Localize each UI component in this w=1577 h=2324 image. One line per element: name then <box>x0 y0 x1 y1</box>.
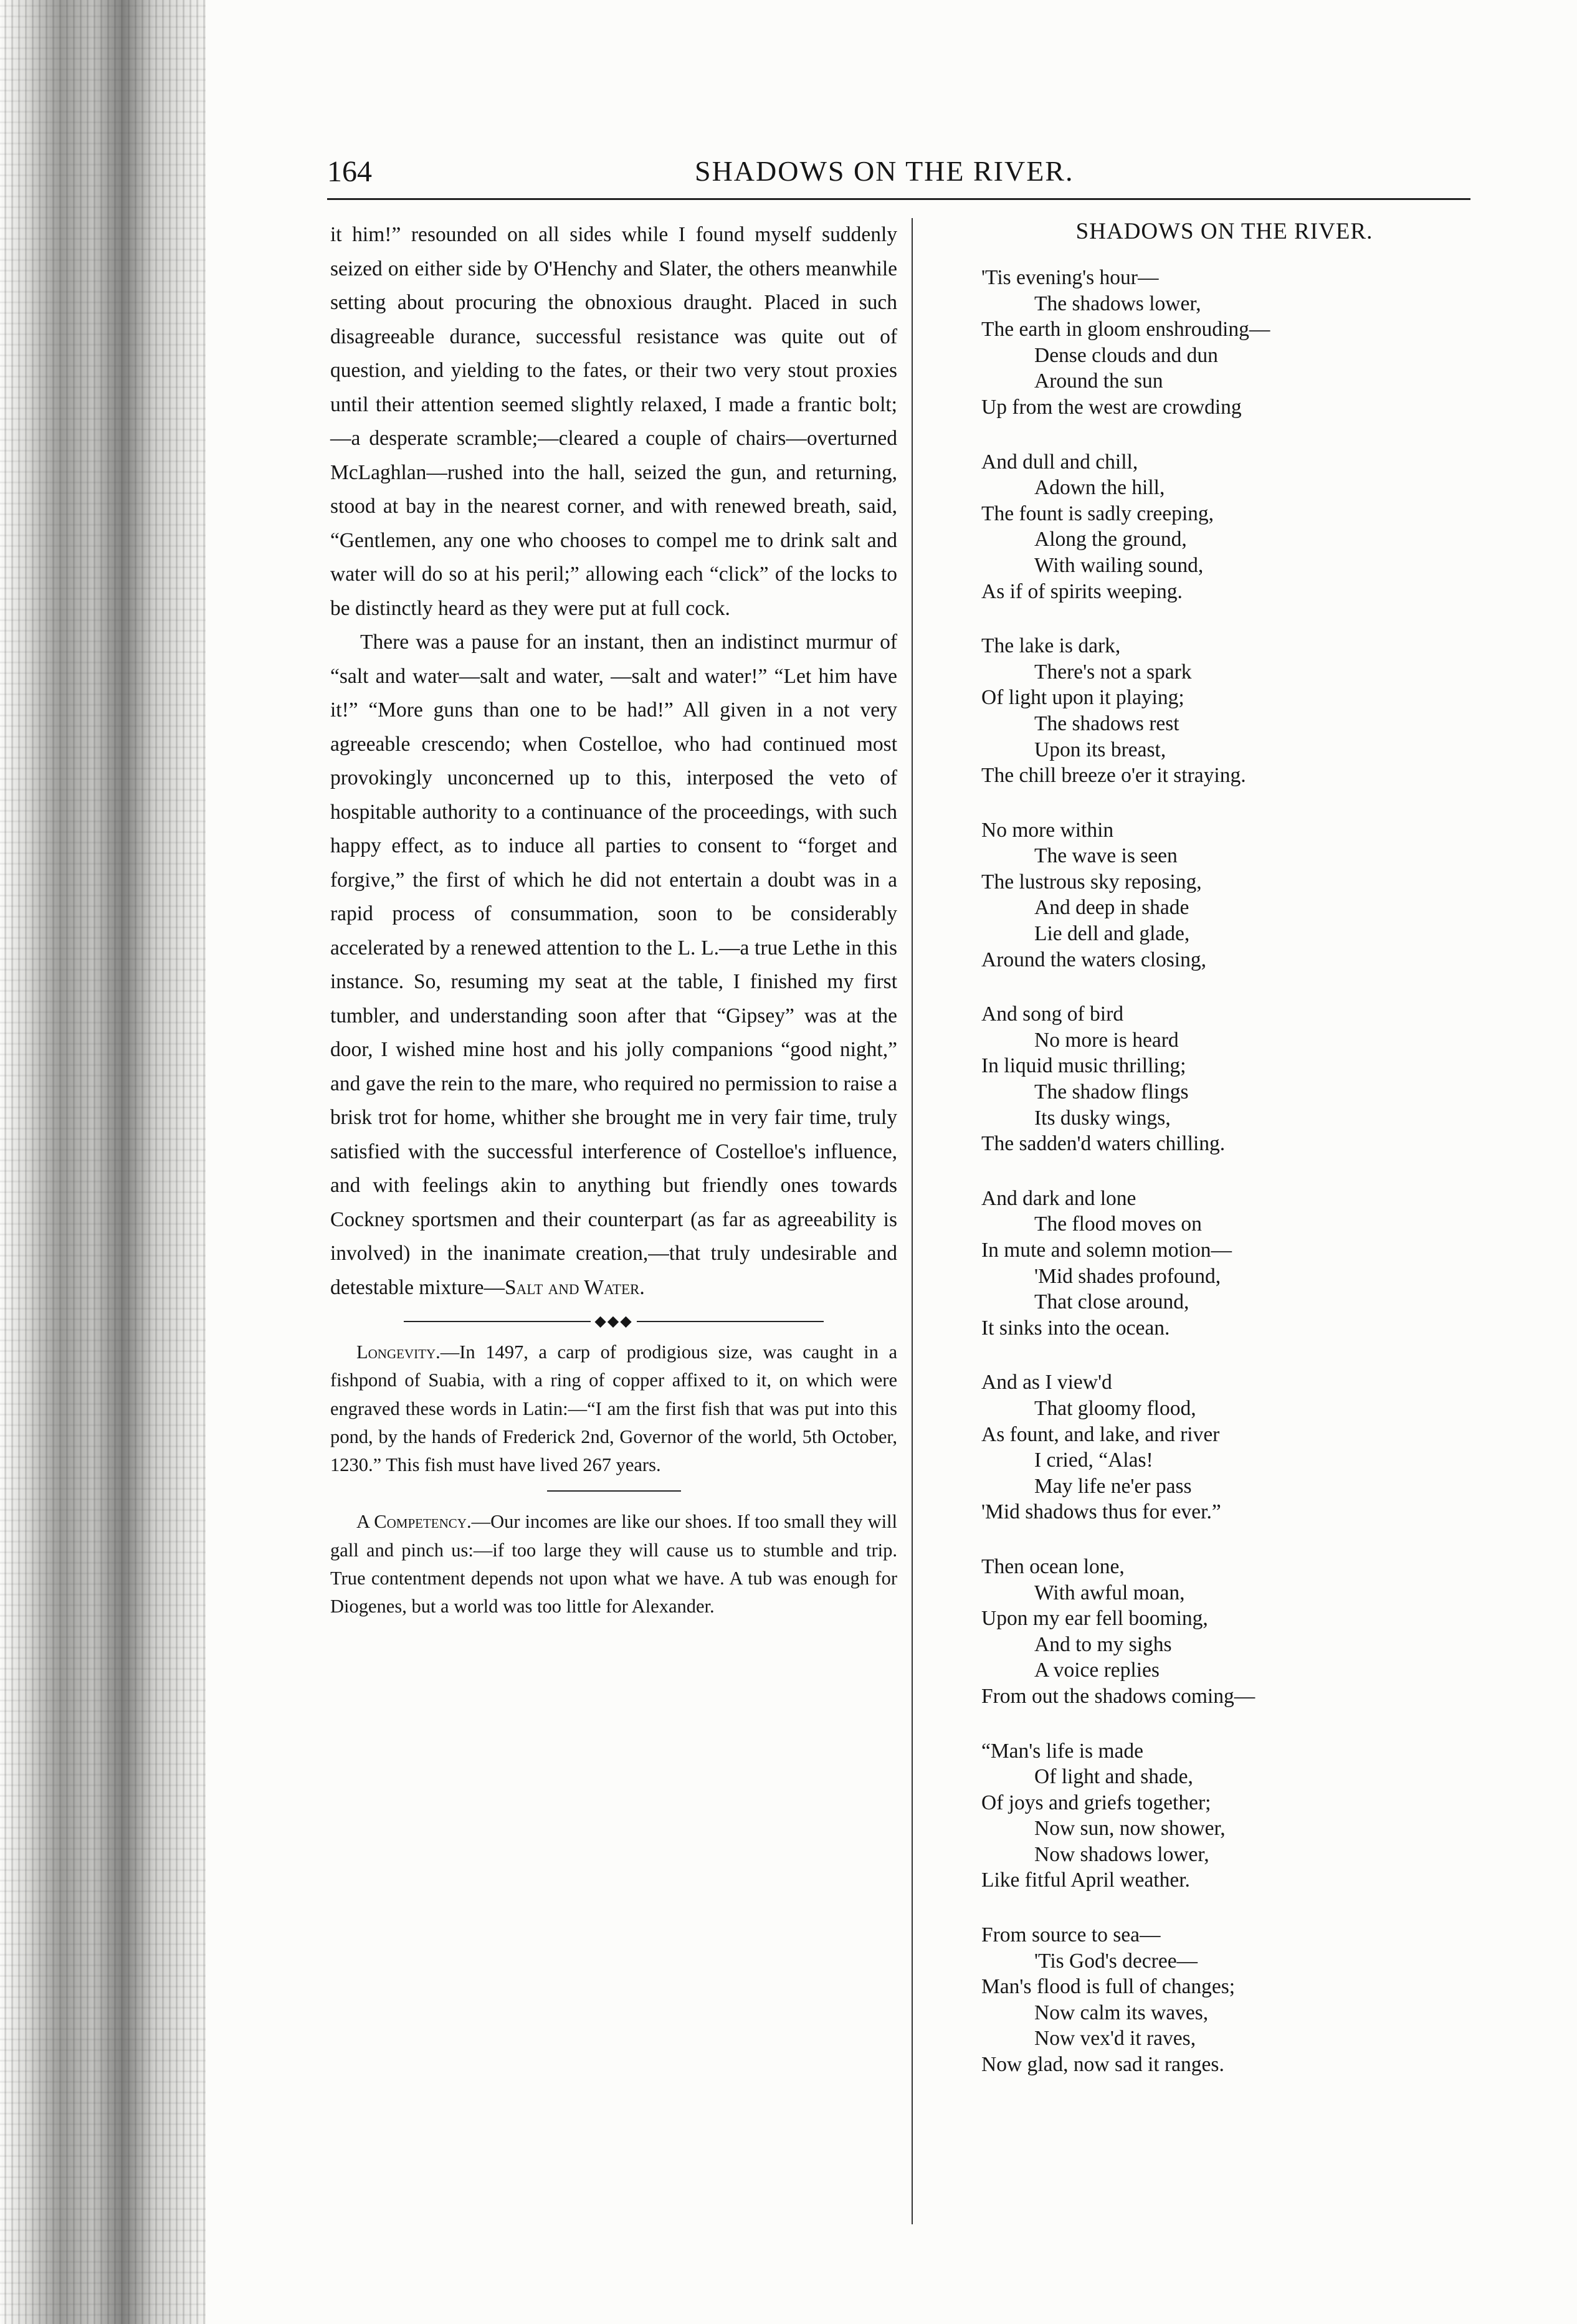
ornament-line-right <box>637 1321 824 1322</box>
poem-stanza <box>931 1186 1480 1341</box>
page-header <box>327 155 1470 191</box>
poem-line: And song of bird <box>981 1002 1123 1026</box>
poem-line: Around the waters closing, <box>981 948 1206 971</box>
poem-line: “Man's life is made <box>981 1739 1144 1763</box>
poem-line: Upon its breast, <box>1034 738 1166 761</box>
poem-line: Upon my ear fell booming, <box>981 1607 1208 1631</box>
poem-line: The shadows lower, <box>1034 292 1201 315</box>
poem-line: Dense clouds and dun <box>1034 343 1218 367</box>
poem-line: Of light and shade, <box>1034 1765 1193 1789</box>
poem-line: I cried, “Alas! <box>1034 1449 1153 1472</box>
poem-line: 'Tis evening's hour— <box>981 266 1159 289</box>
longevity-heading: Longevity. <box>356 1341 441 1363</box>
poem-stanza <box>931 1554 1480 1710</box>
poem-line: Now shadows lower, <box>1034 1842 1209 1866</box>
poem-line: From source to sea— <box>981 1923 1161 1947</box>
poem-line: Lie dell and glade, <box>1034 922 1190 946</box>
poem-line: The fount is sadly creeping, <box>981 502 1214 525</box>
running-title: SHADOWS ON THE RIVER. <box>695 155 1074 187</box>
competency-article <box>330 1508 897 1621</box>
poem-line: That close around, <box>1034 1290 1189 1314</box>
poem-stanza <box>931 1922 1480 2078</box>
poem-stanza <box>931 633 1480 789</box>
poem-stanza <box>931 1369 1480 1525</box>
poem-body <box>931 265 1480 2078</box>
right-column <box>931 218 1480 2107</box>
narrative-paragraph-text: There was a pause for an instant, then an indistinct murmur of “salt and water—salt and water, —salt and water!” “Let him have it!” “More guns than one to be had!” All given in a not very agreeable crescendo; when Costelloe, who had continued most provokingly unconcerned up to this, interposed the veto of hospitable authority to a continuance of the proceedings, with such happy effect, as to induce all parties to consent to “forget and forgive,” the first of which he did not entertain a doubt was in a rapid process of consummation, soon to be considerably accelerated by a renewed attention to the L. L.—a true Lethe in this instance. So, resuming my seat at the table, I finished my first tumbler, and understanding soon after that “Gipsey” was at the door, I wished mine host and his jolly companions “good night,” and gave the rein to the mare, who required no permission to raise a brisk trot for home, whither she brought me in very fair time, truly satisfied with the successful interference of Costelloe's influence, and with feelings akin to anything but friendly ones towards Cockney sportsmen and their counterpart (as far as agreeability is involved) in the inanimate creation,—that truly undesirable and detestable mixture— <box>330 631 897 1299</box>
poem-line: A voice replies <box>1034 1659 1160 1682</box>
poem-line: As fount, and lake, and river <box>981 1422 1220 1446</box>
poem-line: Of joys and griefs together; <box>981 1791 1211 1814</box>
poem-line: The chill breeze o'er it straying. <box>981 764 1246 788</box>
poem-line: That gloomy flood, <box>1034 1396 1196 1420</box>
poem-line: Along the ground, <box>1034 528 1187 551</box>
poem-line: In liquid music thrilling; <box>981 1054 1186 1078</box>
poem-line: May life ne'er pass <box>1034 1474 1192 1498</box>
poem-stanza <box>931 449 1480 605</box>
poem-line: The earth in gloom enshrouding— <box>981 318 1270 341</box>
longevity-article <box>330 1338 897 1479</box>
competency-text: —Our incomes are like our shoes. If too small they will gall and pinch us:—if too large they will cause us to stumble and trip. True contentment depends not upon what we have. A tub was enough for Diogenes, but a world was too little for Alexander. <box>330 1511 897 1617</box>
longevity-text: —In 1497, a carp of prodigious size, was caught in a fishpond of Suabia, with a ring of copper affixed to it, on which were engraved these words in Latin:—“I am the first fish that was put into this pond, by the hands of Frederick 2nd, Governor of the world, 5th October, 1230.” This fish must have lived 267 years. <box>330 1341 897 1476</box>
column-divider <box>912 218 913 2224</box>
poem-line: With wailing sound, <box>1034 553 1204 577</box>
poem-line: 'Mid shades profound, <box>1034 1264 1221 1288</box>
poem-line: And as I view'd <box>981 1371 1112 1394</box>
poem-line: Now sun, now shower, <box>1034 1817 1226 1841</box>
poem-line: The shadows rest <box>1034 712 1179 735</box>
poem-line: Of light upon it playing; <box>981 686 1184 710</box>
poem-line: Up from the west are crowding <box>981 395 1242 419</box>
narrative-paragraph: it him!” resounded on all sides while I found myself suddenly seized on either side by O'Henchy and Slater, the others meanwhile setting about procuring the obnoxious draught. Placed in such disagreeable durance, successful resistance was quite out of question, and yielding to the fates, or their two very stout proxies until their attention seemed slightly relaxed, I made a frantic bolt;—a desperate scramble;—cleared a couple of chairs—overturned McLaghlan—rushed into the hall, seized the gun, and returning, stood at bay in the nearest corner, and with renewed breath, said, “Gentlemen, any one who chooses to compel me to drink salt and water will do so at his peril;” allowing each “click” of the locks to be distinctly heard as they were put at full cock. <box>330 223 897 620</box>
poem-line: There's not a spark <box>1034 660 1192 683</box>
article-divider <box>547 1490 681 1492</box>
poem-line: In mute and solemn motion— <box>981 1239 1232 1262</box>
poem-line: Now glad, now sad it ranges. <box>981 2053 1224 2077</box>
poem-line: With awful moan, <box>1034 1581 1185 1604</box>
book-binding-edge <box>0 0 206 2324</box>
poem-line: Its dusky wings, <box>1034 1106 1171 1130</box>
poem-line: From out the shadows coming— <box>981 1684 1255 1708</box>
page-number: 164 <box>327 155 372 188</box>
poem-line: The lake is dark, <box>981 634 1121 658</box>
poem-line: The flood moves on <box>1034 1212 1202 1236</box>
poem-stanza <box>931 265 1480 421</box>
ornament-diamond-icon: ◆◆◆ <box>594 1313 633 1330</box>
poem-line: And to my sighs <box>1034 1632 1172 1656</box>
poem-line: No more is heard <box>1034 1028 1179 1052</box>
left-column <box>330 218 897 1621</box>
poem-line: The lustrous sky reposing, <box>981 870 1202 893</box>
poem-line: The wave is seen <box>1034 844 1178 868</box>
header-rule <box>327 198 1470 200</box>
narrative-closing: Salt and Water. <box>505 1275 645 1299</box>
poem-line: Adown the hill, <box>1034 476 1165 500</box>
poem-line: No more within <box>981 818 1114 842</box>
poem-title: SHADOWS ON THE RIVER. <box>1075 219 1373 244</box>
poem-line: 'Tis God's decree— <box>1034 1949 1198 1973</box>
poem-line: Like fitful April weather. <box>981 1869 1190 1892</box>
competency-heading: A Competency. <box>356 1511 472 1533</box>
poem-line: Then ocean lone, <box>981 1555 1125 1578</box>
poem-line: It sinks into the ocean. <box>981 1316 1170 1340</box>
poem-line: Now calm its waves, <box>1034 2001 1209 2024</box>
poem-stanza <box>931 1001 1480 1157</box>
poem-line: And dark and lone <box>981 1186 1136 1210</box>
ornament-line-left <box>404 1321 591 1322</box>
poem-line: And dull and chill, <box>981 450 1138 474</box>
poem-line: As if of spirits weeping. <box>981 579 1183 603</box>
poem-line: Man's flood is full of changes; <box>981 1975 1236 1999</box>
poem-stanza <box>931 1738 1480 1894</box>
poem-line: And deep in shade <box>1034 896 1189 920</box>
poem-stanza <box>931 817 1480 973</box>
narrative-paragraph-2 <box>330 626 897 1305</box>
poem-line: The sadden'd waters chilling. <box>981 1132 1226 1156</box>
poem-line: Around the sun <box>1034 369 1163 393</box>
poem-line: Now vex'd it raves, <box>1034 2027 1196 2050</box>
poem-line: The shadow flings <box>1034 1080 1189 1104</box>
poem-line: 'Mid shadows thus for ever.” <box>981 1500 1221 1524</box>
section-ornament <box>330 1305 897 1338</box>
